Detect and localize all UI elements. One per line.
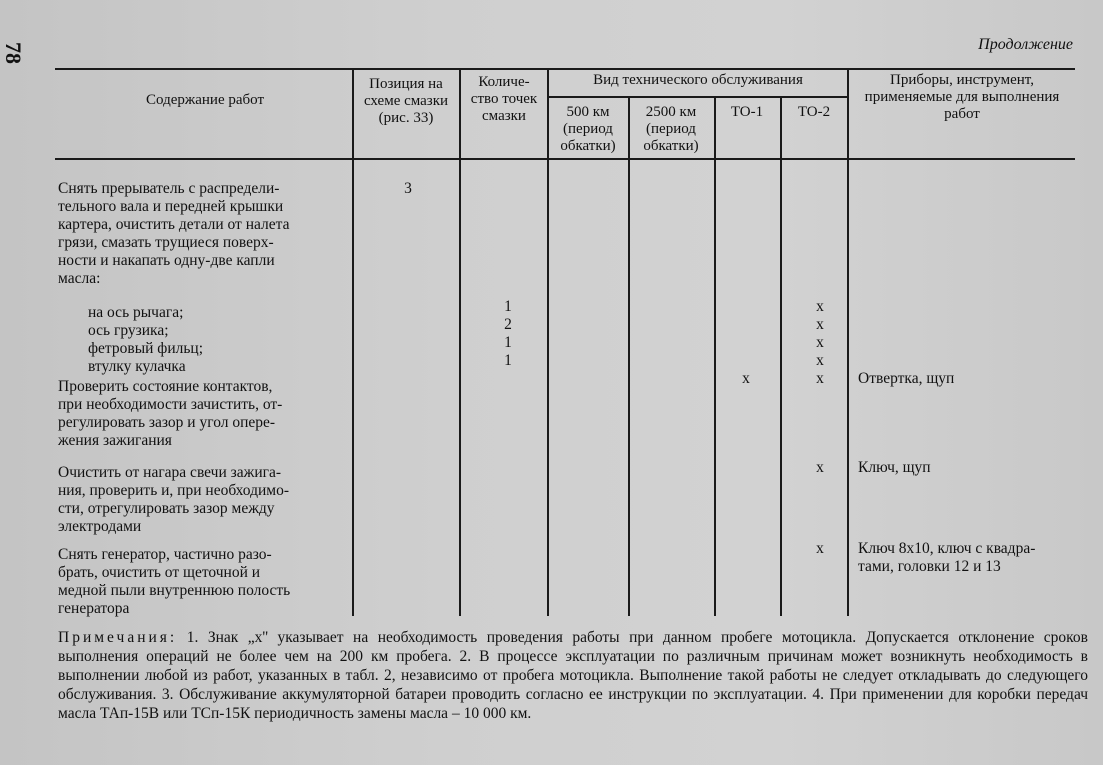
table-top-rule bbox=[55, 68, 1075, 70]
header-2500km: 2500 км (период обкатки) bbox=[643, 104, 699, 154]
row2-tools: Отвертка, щуп bbox=[858, 370, 955, 387]
page-number: 78 bbox=[1, 42, 26, 64]
col-divider-6 bbox=[780, 96, 782, 616]
header-tools: Приборы, инструмент, применяемые для выполнения работ bbox=[864, 72, 1060, 122]
row1-sub-items: на ось рычага; ось грузика; фетровый фильц; втулку кулачка bbox=[88, 304, 204, 375]
header-points: Количе-ство точек смазки bbox=[470, 74, 538, 124]
header-to1: ТО-1 bbox=[730, 104, 764, 120]
continuation-label: Продолжение bbox=[978, 36, 1073, 53]
col-divider-2 bbox=[459, 68, 461, 616]
header-position: Позиция на схеме смазки (рис. 33) bbox=[363, 76, 449, 126]
row2-work-text: Проверить состояние контактов, при необходимости зачистить, от- регулировать зазор и угол опере- жения зажигания bbox=[58, 378, 283, 449]
footnotes-lead: Примечания: bbox=[58, 629, 178, 646]
row1-position: 3 bbox=[404, 180, 412, 197]
col-divider-1 bbox=[352, 68, 354, 616]
row4-tools: Ключ 8х10, ключ с квадра- тами, головки 12 и 13 bbox=[858, 540, 1036, 575]
footnotes bbox=[58, 628, 1088, 723]
row1-sub-points: 1 2 1 1 bbox=[504, 298, 512, 369]
row3-tools: Ключ, щуп bbox=[858, 459, 931, 476]
footnotes-text: 1. Знак „х'' указывает на необходимость проведения работы при данном пробеге мотоцикла. Допускается отклонение сроков выполнения операций не более чем на 200 км пробега. 2. В процессе эксплуатации по различным причинам может возникнуть необходимость в выполнении любой из работ, указанных в табл. 2, независимо от пробега мотоцикла. Выполнение такой работы не следует откладывать до следующего обслуживания. 3. Обслуживание аккумуляторной батареи проводить согласно ее инструкции по эксплуатации. 4. При применении для коробки передач масла ТАп-15В или ТСп-15К периодичность замены масла – 10 000 км. bbox=[58, 629, 1088, 722]
row1-sub-to2-marks: х х х х bbox=[816, 298, 824, 369]
header-bottom-rule bbox=[55, 158, 1075, 160]
row2-to2-mark: х bbox=[816, 370, 824, 387]
col-divider-4 bbox=[628, 96, 630, 616]
row1-work-text: Снять прерыватель с распредели- тельного вала и передней крышки картера, очистить детали от налета грязи, смазать трущиеся поверх- ности и накапать одну-две капли масла: bbox=[58, 180, 290, 287]
header-service-type: Вид технического обслуживания bbox=[593, 72, 803, 88]
header-to2: ТО-2 bbox=[797, 104, 831, 120]
row2-to1-mark: х bbox=[742, 370, 750, 387]
header-work: Содержание работ bbox=[146, 92, 264, 108]
row4-work-text: Снять генератор, частично разо- брать, очистить от щеточной и медной пыли внутреннюю полость генератора bbox=[58, 546, 291, 617]
header-500km: 500 км (период обкатки) bbox=[560, 104, 616, 154]
service-subheader-rule bbox=[548, 96, 848, 98]
row3-work-text: Очистить от нагара свечи зажига- ния, проверить и, при необходимо- сти, отрегулировать зазор между электродами bbox=[58, 464, 289, 535]
row3-to2-mark: х bbox=[816, 459, 824, 476]
col-divider-5 bbox=[714, 96, 716, 616]
row4-to2-mark: х bbox=[816, 540, 824, 557]
col-divider-7 bbox=[847, 68, 849, 616]
